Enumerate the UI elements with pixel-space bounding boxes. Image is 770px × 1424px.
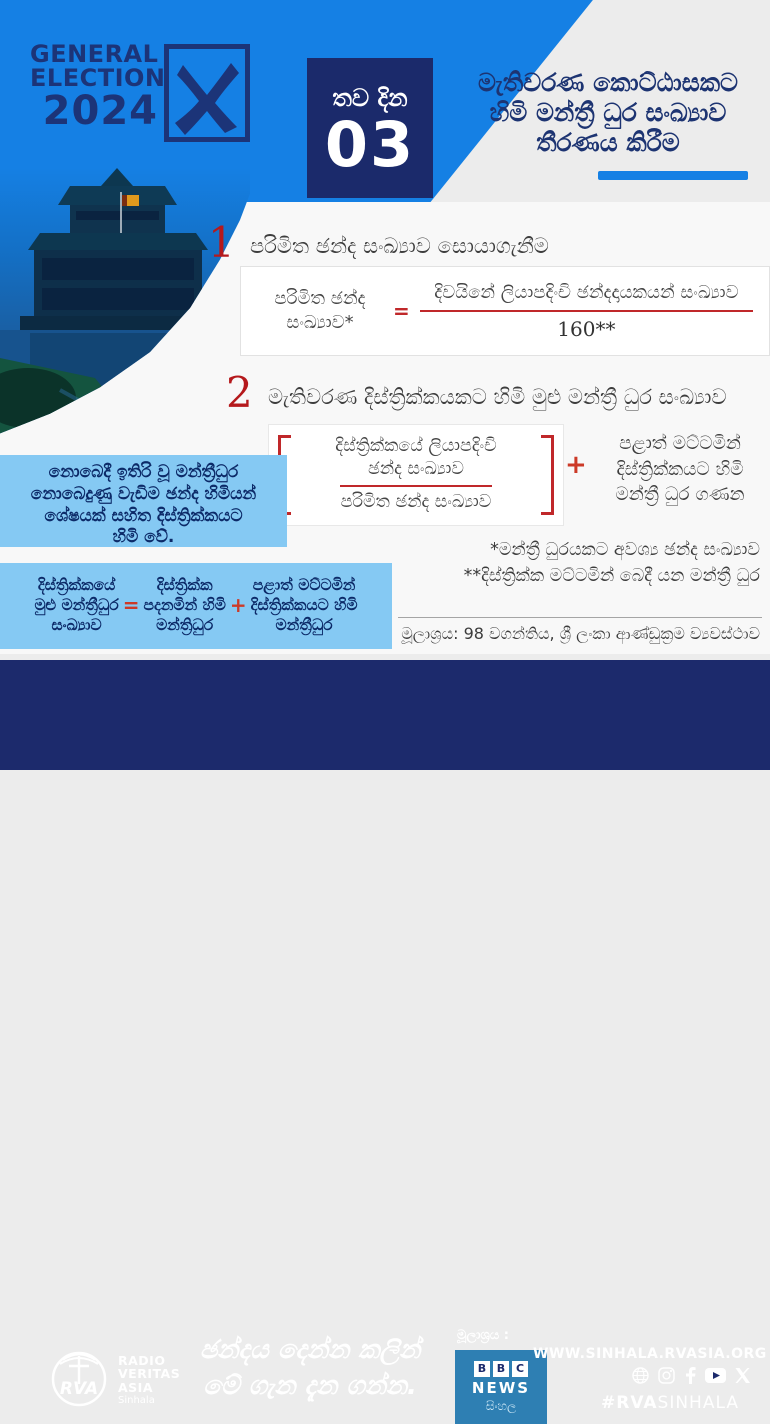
ballot-x-icon [164,44,250,142]
formula2-addend: පළාත් මට්ටමින් දිස්ත්‍රික්කයට හිමි මන්ත්‍රී ධුර ගණන [615,433,745,506]
formula2-fraction [297,435,535,513]
x-icon[interactable] [735,1368,750,1383]
right-bracket [541,435,554,515]
bf-term3: පළාත් මට්ටමින් දිස්ත්‍රික්කයට හිමි මන්ත්‍රීධුර [250,576,358,634]
remainder-callout-box: නොබෙදී ඉතිරි වූ මන්ත්‍රීධුර නොබෙදුණු වැඩිම ඡන්ද හිමියන් ශේෂයක් සහිත දිස්ත්‍රික්කයට හිමි වේ. [0,455,287,547]
section1-number: 1 [208,218,235,267]
youtube-icon[interactable] [705,1368,726,1383]
total-seats-formula-box [0,563,392,649]
social-icons-row [600,1367,750,1384]
title-line3: තීරණය කිරීම [536,128,680,157]
rva-logo-icon [50,1350,108,1408]
formula1-fraction [420,282,753,341]
badge-label: තව දින [332,84,408,112]
equals-sign: = [393,299,410,323]
bf-plus: + [229,593,247,618]
facebook-icon[interactable] [684,1367,696,1384]
formula2-numerator-line2: ඡන්ද සංඛ්‍යාව [368,458,464,479]
bf-term2: දිස්ත්‍රික්ක පදනමින් හිමි මන්ත්‍රිධුර [143,576,226,634]
formula1-lhs: පරිමිත ඡන්ද සංඛ්‍යාව* [274,287,366,333]
website-url[interactable]: WWW.SINHALA.RVASIA.ORG [533,1346,767,1362]
bf-term1: දිස්ත්‍රික්කයේ මුළු මන්ත්‍රීධුර සංඛ්‍යාව [34,576,119,634]
formula1-numerator: දිවයිනේ ලියාපදිංචි ඡන්දදායකයන් සංඛ්‍යාව [420,282,753,312]
svg-text:RVA: RVA [59,1379,99,1399]
bf-equals: = [122,593,140,618]
plus-sign: + [565,450,587,480]
globe-icon[interactable] [632,1367,649,1384]
title-underline [598,171,748,180]
page-title [458,68,758,180]
countdown-badge [307,58,433,198]
footnote-1: *මන්ත්‍රී ධුරයකට අවශ්‍ය ඡන්ද සංඛ්‍යාව [490,540,760,560]
general-election-logo [30,42,255,147]
fraction-line [340,485,492,487]
bbc-news-sinhala-logo: B B C NEWS සිංහල [455,1350,547,1424]
logo-line2: ELECTION [30,64,166,93]
hashtag[interactable]: #RVASINHALA [601,1393,739,1413]
title-line2: හිමි මන්ත්‍රී ධුර සංඛ්‍යාව [489,98,727,127]
section2-number: 2 [226,368,253,417]
footer-slogan: ඡන්දය දෙන්න කලින් මේ ගැන දැන ගන්න. [199,1335,421,1402]
rva-wordmark: RADIO VERITAS ASIA Sinhala [118,1353,181,1406]
formula2-numerator-line1: දිස්ත්‍රික්කයේ ලියාපදිංචි [335,436,497,456]
notes-divider [398,617,762,618]
section2-heading: මැතිවරණ දිස්ත්‍රික්කයකට හිමි මුළු මන්ත්‍රී ධුර සංඛ්‍යාව [268,385,727,409]
logo-line1: GENERAL [30,40,159,68]
formula1-box [240,266,770,356]
bbc-source-label: මූලාශ්‍රය : [457,1328,509,1343]
footer [0,660,770,1413]
footnote-2: **දිස්ත්‍රික්ක මට්ටමින් බෙදී යන මන්ත්‍රී ධුර [463,566,760,586]
badge-number: 03 [324,108,416,181]
logo-year: 2024 [42,87,158,134]
section1-heading: පරිමිත ඡන්ද සංඛ්‍යාව සොයාගැනීම [250,234,549,258]
source-line: මූලාශ්‍රය: 98 වගන්තිය, ශ්‍රී ලංකා ආණ්ඩුක්‍රම ව්‍යවස්ථාව [401,624,760,643]
instagram-icon[interactable] [658,1367,675,1384]
title-line1: මැතිවරණ කොට්ඨාසකට [477,68,739,97]
formula1-denominator: 160** [557,316,616,341]
formula2-denominator: පරිමිත ඡන්ද සංඛ්‍යාව [340,491,492,512]
formula2-box [268,424,564,526]
